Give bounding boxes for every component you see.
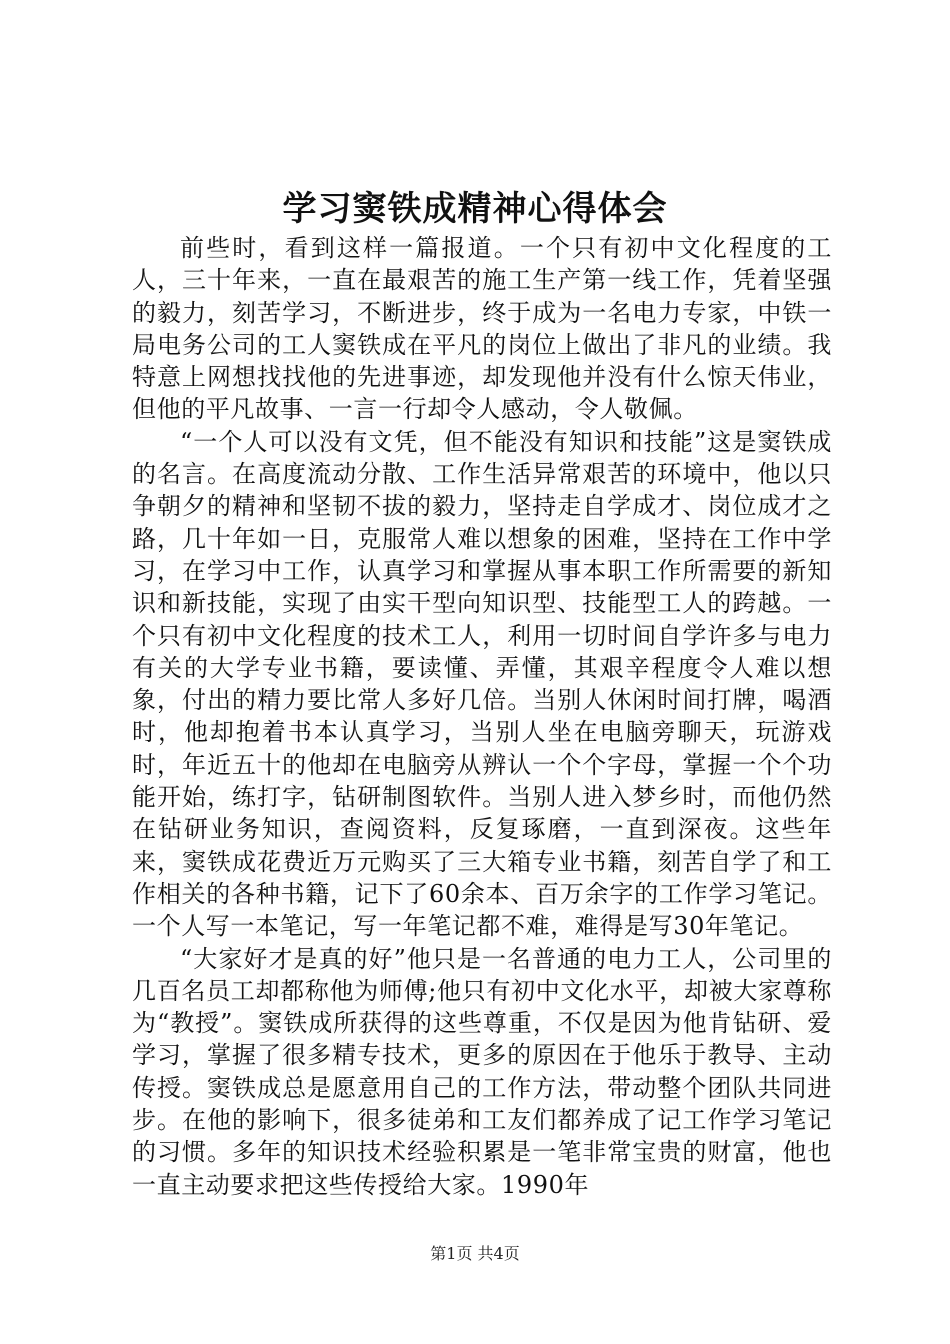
paragraph-1: 前些时，看到这样一篇报道。一个只有初中文化程度的工人，三十年来，一直在最艰苦的施工生产第一线工作，凭着坚强的毅力，刻苦学习，不断进步，终于成为一名电力专家，中铁一局电务公司的工人窦铁成在平凡的岗位上做出了非凡的业绩。我特意上网想找找他的先进事迹，却发现他并没有什么惊天伟业，但他的平凡故事、一言一行却令人感动，令人敬佩。 (132, 234, 832, 424)
document-title: 学习窦铁成精神心得体会 (282, 189, 668, 229)
paragraph-2: “一个人可以没有文凭，但不能没有知识和技能”这是窦铁成的名言。在高度流动分散、工作生活异常艰苦的环境中，他以只争朝夕的精神和坚韧不拔的毅力，坚持走自学成才、岗位成才之路，几十年如一日，克服常人难以想象的困难，坚持在工作中学习，在学习中工作，认真学习和掌握从事本职工作所需要的新知识和新技能，实现了由实干型向知识型、技能型工人的跨越。一个只有初中文化程度的技术工人，利用一切时间自学许多与电力有关的大学专业书籍，要读懂、弄懂，其艰辛程度令人难以想象，付出的精力要比常人多好几倍。当别人休闲时间打牌，喝酒时，他却抱着书本认真学习，当别人坐在电脑旁聊天，玩游戏时，年近五十的他却在电脑旁从辨认一个个字母，掌握一个个功能开始，练打字，钻研制图软件。当别人进入梦乡时，而他仍然在钻研业务知识，查阅资料，反复琢磨，一直到深夜。这些年来，窦铁成花费近万元购买了三大箱专业书籍，刻苦自学了和工作相关的各种书籍，记下了60余本、百万余字的工作学习笔记。一个人写一本笔记，写一年笔记都不难，难得是写30年笔记。 (132, 427, 832, 941)
document-body (132, 232, 832, 1201)
paragraph-3: “大家好才是真的好”他只是一名普通的电力工人，公司里的几百名员工却都称他为师傅;他只有初中文化水平，却被大家尊称为“教授”。窦铁成所获得的这些尊重，不仅是因为他肯钻研、爱学习，掌握了很多精专技术，更多的原因在于他乐于教导、主动传授。窦铁成总是愿意用自己的工作方法，带动整个团队共同进步。在他的影响下，很多徒弟和工友们都养成了记工作学习笔记的习惯。多年的知识技术经验积累是一笔非常宝贵的财富，他也一直主动要求把这些传授给大家。1990年 (132, 944, 832, 1199)
page-footer: 第1页 共4页 (430, 1244, 520, 1263)
